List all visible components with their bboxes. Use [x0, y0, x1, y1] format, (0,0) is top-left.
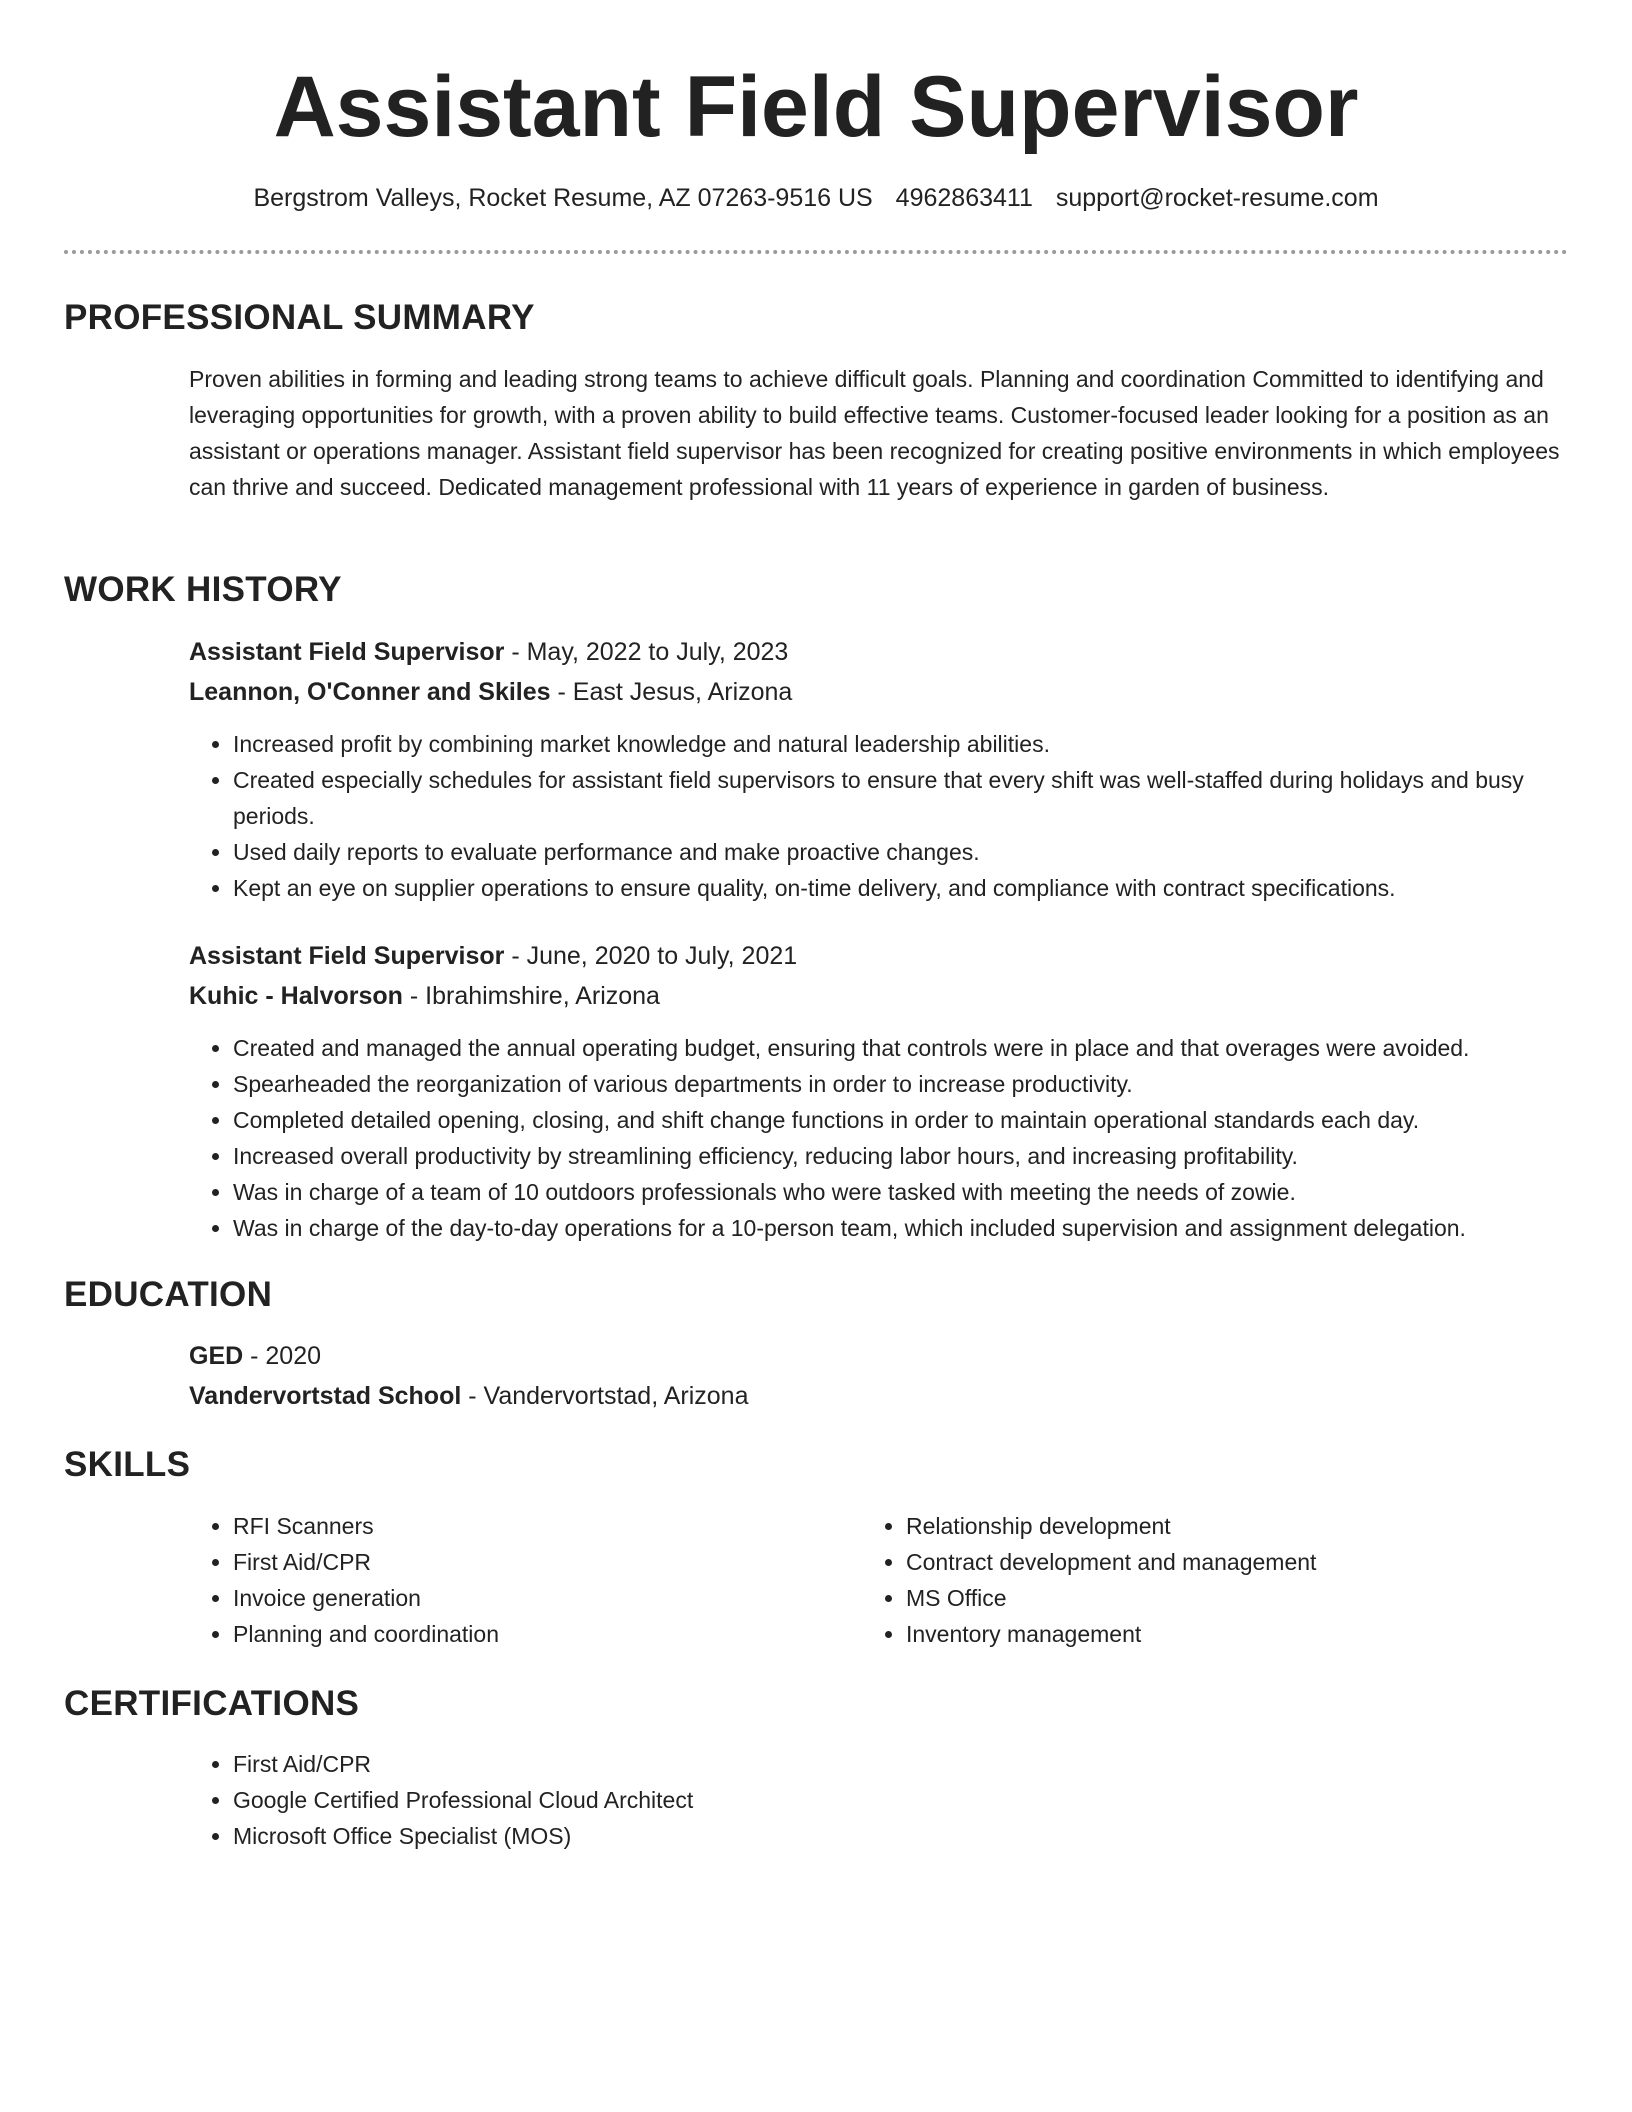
job-bullets — [189, 1030, 1569, 1246]
job-role: Assistant Field Supervisor — [189, 942, 505, 970]
certification-item: • First Aid/CPR — [233, 1746, 1569, 1782]
education-degree: GED — [189, 1342, 244, 1370]
certifications-block — [189, 1746, 1569, 1854]
candidate-name: Assistant Field Supervisor — [273, 59, 1359, 155]
job-dates: - May, 2022 to July, 2023 — [504, 638, 789, 666]
education-year: - 2020 — [243, 1342, 322, 1370]
job-company-line — [189, 976, 1569, 1016]
skill-item: • Inventory management — [906, 1616, 1522, 1652]
skill-item: • RFI Scanners — [233, 1508, 849, 1544]
skill-item: • Relationship development — [906, 1508, 1522, 1544]
job-company-line — [189, 672, 1569, 712]
skills-list-right — [862, 1508, 1522, 1652]
education-entry — [189, 1336, 1569, 1416]
skill-item: • Planning and coordination — [233, 1616, 849, 1652]
job-bullet: • Was in charge of a team of 10 outdoors professionals who were tasked with meeting the needs of zowie. — [233, 1174, 1569, 1210]
job-role: Assistant Field Supervisor — [189, 638, 505, 666]
certification-item: • Google Certified Professional Cloud Architect — [233, 1782, 1569, 1818]
education-degree-line — [189, 1336, 1569, 1376]
job-company: Kuhic - Halvorson — [189, 982, 403, 1010]
job-bullet: • Completed detailed opening, closing, and shift change functions in order to maintain operational standards each day. — [233, 1102, 1569, 1138]
education-school: Vandervortstad School — [189, 1382, 462, 1410]
job-bullet: • Was in charge of the day-to-day operations for a 10-person team, which included supervision and assignment delegation. — [233, 1210, 1569, 1246]
section-title-summary: PROFESSIONAL SUMMARY — [64, 298, 535, 337]
job-bullet: • Kept an eye on supplier operations to ensure quality, on-time delivery, and compliance with contract specifications. — [233, 870, 1569, 906]
section-title-work-history: WORK HISTORY — [64, 570, 342, 609]
skills-column-left — [189, 1508, 849, 1652]
contact-address: Bergstrom Valleys, Rocket Resume, AZ 07263-9516 US — [253, 184, 873, 212]
job-bullets — [189, 726, 1569, 906]
contact-line — [0, 180, 1632, 216]
certification-item: • Microsoft Office Specialist (MOS) — [233, 1818, 1569, 1854]
job-dates: - June, 2020 to July, 2021 — [504, 942, 798, 970]
job-entry-1 — [189, 632, 1569, 906]
job-company: Leannon, O'Conner and Skiles — [189, 678, 551, 706]
section-title-education: EDUCATION — [64, 1275, 273, 1314]
job-location: - East Jesus, Arizona — [550, 678, 793, 706]
skills-list-left — [189, 1508, 849, 1652]
skills-column-right — [862, 1508, 1522, 1652]
skills-block — [189, 1508, 1569, 1658]
skill-item: • MS Office — [906, 1580, 1522, 1616]
job-bullet: • Created and managed the annual operating budget, ensuring that controls were in place and that overages were avoided. — [233, 1030, 1569, 1066]
section-title-certifications: CERTIFICATIONS — [64, 1684, 360, 1723]
summary-text: Proven abilities in forming and leading strong teams to achieve difficult goals. Planning and coordination Committed to identifying and leveraging opportunities for growth, with a proven ability to build effective teams. Customer-focused leader looking for a position as an assistant or operations manager. Assistant field supervisor has been recognized for creating positive environments in which employees can thrive and succeed. Dedicated management professional with 11 years of experience in garden of business. — [189, 366, 1560, 500]
job-bullet: • Used daily reports to evaluate performance and make proactive changes. — [233, 834, 1569, 870]
job-bullet: • Increased profit by combining market knowledge and natural leadership abilities. — [233, 726, 1569, 762]
section-title-skills: SKILLS — [64, 1445, 191, 1484]
skill-item: • Contract development and management — [906, 1544, 1522, 1580]
summary-block — [189, 361, 1569, 505]
job-title-line — [189, 936, 1569, 976]
skill-item: • Invoice generation — [233, 1580, 849, 1616]
skill-item: • First Aid/CPR — [233, 1544, 849, 1580]
certifications-list — [189, 1746, 1569, 1854]
header-divider — [64, 250, 1568, 254]
job-location: - Ibrahimshire, Arizona — [402, 982, 660, 1010]
education-school-line — [189, 1376, 1569, 1416]
job-bullet: • Created especially schedules for assistant field supervisors to ensure that every shift was well-staffed during holidays and busy periods. — [233, 762, 1569, 834]
job-entry-2 — [189, 936, 1569, 1246]
job-title-line — [189, 632, 1569, 672]
contact-email: support@rocket-resume.com — [1055, 184, 1379, 212]
education-location: - Vandervortstad, Arizona — [461, 1382, 749, 1410]
job-bullet: • Increased overall productivity by streamlining efficiency, reducing labor hours, and increasing profitability. — [233, 1138, 1569, 1174]
contact-phone: 4962863411 — [895, 184, 1033, 212]
job-bullet: • Spearheaded the reorganization of various departments in order to increase productivity. — [233, 1066, 1569, 1102]
